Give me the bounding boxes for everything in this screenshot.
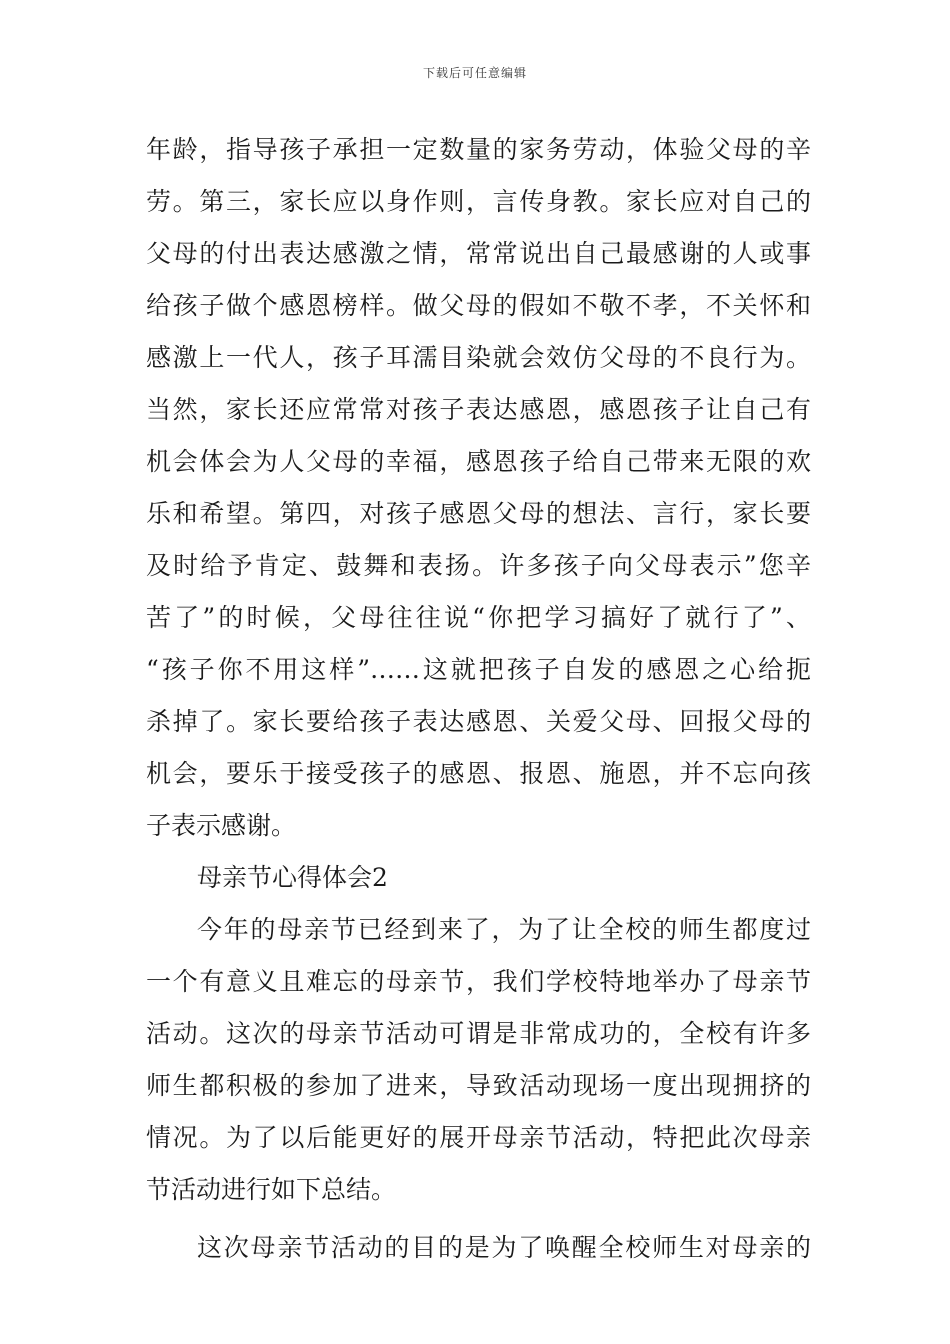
text-line: 感激上一代人，孩子耳濡目染就会效仿父母的不良行为。: [146, 343, 811, 372]
text-line: 情况。为了以后能更好的展开母亲节活动，特把此次母亲: [146, 1123, 811, 1152]
paragraph-3: [146, 1222, 811, 1274]
text-line: 活动。这次的母亲节活动可谓是非常成功的，全校有许多: [146, 1019, 811, 1048]
paragraph-2: [146, 904, 811, 1216]
text-line: 机会体会为人父母的幸福，感恩孩子给自己带来无限的欢: [146, 447, 811, 476]
text-line: 师生都积极的参加了进来，导致活动现场一度出现拥挤的: [146, 1071, 811, 1100]
paragraph-1: [146, 124, 811, 852]
text-line: 及时给予肯定、鼓舞和表扬。许多孩子向父母表示”您辛: [146, 551, 811, 580]
text-line: 苦了”的时候，父母往往说“你把学习搞好了就行了”、: [146, 603, 811, 632]
text-line: 节活动进行如下总结。: [146, 1175, 397, 1204]
text-line: 父母的付出表达感激之情，常常说出自己最感谢的人或事: [146, 239, 811, 268]
text-line: 给孩子做个感恩榜样。做父母的假如不敬不孝，不关怀和: [146, 291, 811, 320]
text-line: “孩子你不用这样”……这就把孩子自发的感恩之心给扼: [146, 655, 811, 684]
document-body: [146, 124, 811, 1274]
text-line: 乐和希望。第四，对孩子感恩父母的想法、言行，家长要: [146, 499, 811, 528]
text-line: 今年的母亲节已经到来了，为了让全校的师生都度过: [197, 915, 811, 944]
text-line: 子表示感谢。: [146, 811, 297, 840]
text-line: 这次母亲节活动的目的是为了唤醒全校师生对母亲的: [197, 1233, 811, 1262]
text-line: 一个有意义且难忘的母亲节，我们学校特地举办了母亲节: [146, 967, 811, 996]
page-header-note: 下载后可任意编辑: [422, 66, 527, 80]
text-line: 机会，要乐于接受孩子的感恩、报恩、施恩，并不忘向孩: [146, 759, 811, 788]
section-title: 母亲节心得体会2: [197, 863, 388, 892]
text-line: 年龄，指导孩子承担一定数量的家务劳动，体验父母的辛: [146, 135, 811, 164]
text-line: 杀掉了。家长要给孩子表达感恩、关爱父母、回报父母的: [146, 707, 811, 736]
text-line: 当然，家长还应常常对孩子表达感恩，感恩孩子让自己有: [146, 395, 811, 424]
text-line: 劳。第三，家长应以身作则，言传身教。家长应对自己的: [146, 187, 811, 216]
